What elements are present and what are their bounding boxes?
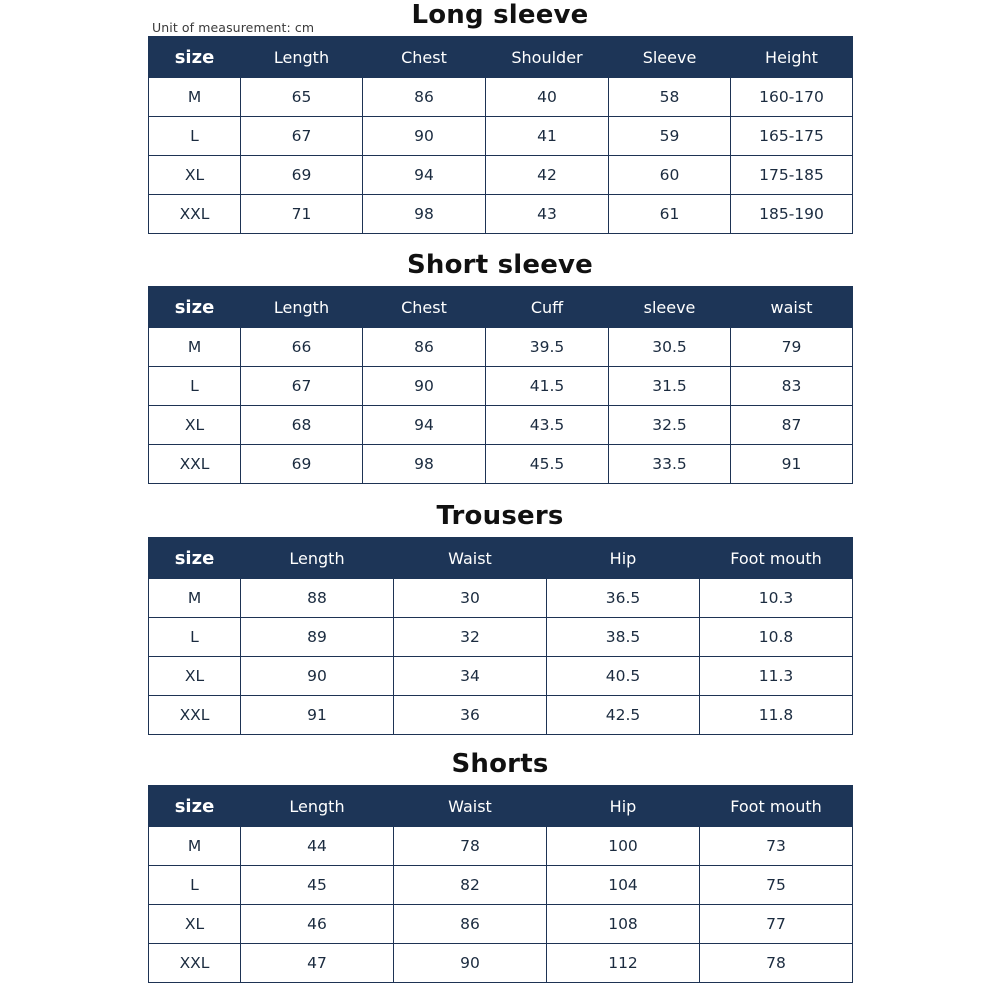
cell-cuff: 41.5 [486, 367, 609, 406]
cell-sleeve: 61 [609, 195, 731, 234]
cell-length: 47 [241, 944, 394, 983]
cell-length: 65 [241, 78, 363, 117]
cell-waist: 87 [731, 406, 853, 445]
column-header-length: Length [241, 538, 394, 579]
cell-length: 67 [241, 367, 363, 406]
cell-cuff: 43.5 [486, 406, 609, 445]
section-title-short-sleeve: Short sleeve [406, 250, 594, 280]
table-header-row [149, 37, 853, 78]
cell-waist: 79 [731, 328, 853, 367]
unit-of-measurement-note: Unit of measurement: cm [152, 20, 315, 35]
table-header-row [149, 786, 853, 827]
cell-length: 46 [241, 905, 394, 944]
cell-length: 89 [241, 618, 394, 657]
cell-size: L [149, 618, 241, 657]
table-row [149, 328, 853, 367]
cell-size: M [149, 78, 241, 117]
cell-waist: 34 [394, 657, 547, 696]
table-row [149, 696, 853, 735]
cell-foot-mouth: 73 [700, 827, 853, 866]
cell-waist: 91 [731, 445, 853, 484]
column-header-hip: Hip [547, 538, 700, 579]
cell-chest: 94 [363, 156, 486, 195]
cell-foot-mouth: 11.3 [700, 657, 853, 696]
cell-waist: 32 [394, 618, 547, 657]
cell-sleeve: 31.5 [609, 367, 731, 406]
table-header-row [149, 538, 853, 579]
column-header-waist: Waist [394, 786, 547, 827]
column-header-sleeve: sleeve [609, 287, 731, 328]
table-long-sleeve [148, 36, 853, 234]
table-row [149, 905, 853, 944]
cell-chest: 86 [363, 78, 486, 117]
column-header-waist: Waist [394, 538, 547, 579]
section-title-shorts: Shorts [451, 749, 549, 779]
cell-size: XL [149, 905, 241, 944]
cell-size: L [149, 117, 241, 156]
column-header-waist: waist [731, 287, 853, 328]
cell-length: 88 [241, 579, 394, 618]
cell-chest: 94 [363, 406, 486, 445]
cell-sleeve: 59 [609, 117, 731, 156]
cell-length: 69 [241, 445, 363, 484]
column-header-chest: Chest [363, 37, 486, 78]
section-title-trousers: Trousers [436, 501, 564, 531]
cell-size: M [149, 827, 241, 866]
column-header-size: size [149, 287, 241, 328]
cell-hip: 112 [547, 944, 700, 983]
table-row [149, 78, 853, 117]
column-header-foot-mouth: Foot mouth [700, 538, 853, 579]
section-title-long-sleeve: Long sleeve [411, 0, 589, 30]
cell-hip: 104 [547, 866, 700, 905]
cell-height: 175-185 [731, 156, 853, 195]
cell-size: XXL [149, 944, 241, 983]
cell-size: XL [149, 156, 241, 195]
cell-size: L [149, 866, 241, 905]
cell-shoulder: 43 [486, 195, 609, 234]
table-row [149, 156, 853, 195]
cell-sleeve: 60 [609, 156, 731, 195]
cell-chest: 98 [363, 195, 486, 234]
column-header-hip: Hip [547, 786, 700, 827]
column-header-length: Length [241, 786, 394, 827]
section-shorts [148, 749, 852, 983]
column-header-size: size [149, 786, 241, 827]
table-row [149, 117, 853, 156]
cell-waist: 36 [394, 696, 547, 735]
cell-size: M [149, 328, 241, 367]
cell-chest: 90 [363, 367, 486, 406]
column-header-cuff: Cuff [486, 287, 609, 328]
section-short-sleeve [148, 250, 852, 484]
table-row [149, 367, 853, 406]
cell-size: XXL [149, 195, 241, 234]
cell-hip: 108 [547, 905, 700, 944]
cell-waist: 90 [394, 944, 547, 983]
cell-size: XL [149, 657, 241, 696]
cell-shoulder: 42 [486, 156, 609, 195]
cell-length: 71 [241, 195, 363, 234]
table-row [149, 195, 853, 234]
cell-length: 66 [241, 328, 363, 367]
table-shorts [148, 785, 853, 983]
cell-hip: 36.5 [547, 579, 700, 618]
cell-hip: 42.5 [547, 696, 700, 735]
cell-shoulder: 40 [486, 78, 609, 117]
cell-waist: 78 [394, 827, 547, 866]
cell-cuff: 45.5 [486, 445, 609, 484]
table-header-row [149, 287, 853, 328]
table-trousers [148, 537, 853, 735]
column-header-size: size [149, 37, 241, 78]
cell-foot-mouth: 10.3 [700, 579, 853, 618]
cell-waist: 30 [394, 579, 547, 618]
section-trousers [148, 501, 852, 735]
cell-size: XXL [149, 445, 241, 484]
cell-foot-mouth: 10.8 [700, 618, 853, 657]
cell-foot-mouth: 11.8 [700, 696, 853, 735]
cell-sleeve: 58 [609, 78, 731, 117]
table-row [149, 866, 853, 905]
cell-length: 91 [241, 696, 394, 735]
table-row [149, 445, 853, 484]
cell-size: M [149, 579, 241, 618]
column-header-height: Height [731, 37, 853, 78]
cell-height: 165-175 [731, 117, 853, 156]
cell-chest: 86 [363, 328, 486, 367]
table-row [149, 618, 853, 657]
cell-size: XXL [149, 696, 241, 735]
cell-sleeve: 32.5 [609, 406, 731, 445]
cell-length: 90 [241, 657, 394, 696]
column-header-length: Length [241, 287, 363, 328]
column-header-foot-mouth: Foot mouth [700, 786, 853, 827]
table-row [149, 579, 853, 618]
cell-cuff: 39.5 [486, 328, 609, 367]
cell-hip: 40.5 [547, 657, 700, 696]
column-header-chest: Chest [363, 287, 486, 328]
cell-sleeve: 33.5 [609, 445, 731, 484]
column-header-shoulder: Shoulder [486, 37, 609, 78]
cell-size: L [149, 367, 241, 406]
column-header-size: size [149, 538, 241, 579]
cell-length: 69 [241, 156, 363, 195]
cell-hip: 38.5 [547, 618, 700, 657]
cell-chest: 90 [363, 117, 486, 156]
section-long-sleeve [148, 0, 852, 234]
cell-waist: 83 [731, 367, 853, 406]
cell-foot-mouth: 77 [700, 905, 853, 944]
footer-note [148, 992, 852, 1006]
cell-size: XL [149, 406, 241, 445]
table-row [149, 657, 853, 696]
column-header-sleeve: Sleeve [609, 37, 731, 78]
cell-height: 185-190 [731, 195, 853, 234]
cell-length: 45 [241, 866, 394, 905]
cell-height: 160-170 [731, 78, 853, 117]
cell-length: 67 [241, 117, 363, 156]
cell-waist: 86 [394, 905, 547, 944]
table-row [149, 827, 853, 866]
cell-hip: 100 [547, 827, 700, 866]
cell-waist: 82 [394, 866, 547, 905]
cell-shoulder: 41 [486, 117, 609, 156]
table-row [149, 944, 853, 983]
cell-sleeve: 30.5 [609, 328, 731, 367]
cell-length: 44 [241, 827, 394, 866]
table-row [149, 406, 853, 445]
column-header-length: Length [241, 37, 363, 78]
cell-foot-mouth: 78 [700, 944, 853, 983]
cell-length: 68 [241, 406, 363, 445]
cell-foot-mouth: 75 [700, 866, 853, 905]
table-short-sleeve [148, 286, 853, 484]
cell-chest: 98 [363, 445, 486, 484]
